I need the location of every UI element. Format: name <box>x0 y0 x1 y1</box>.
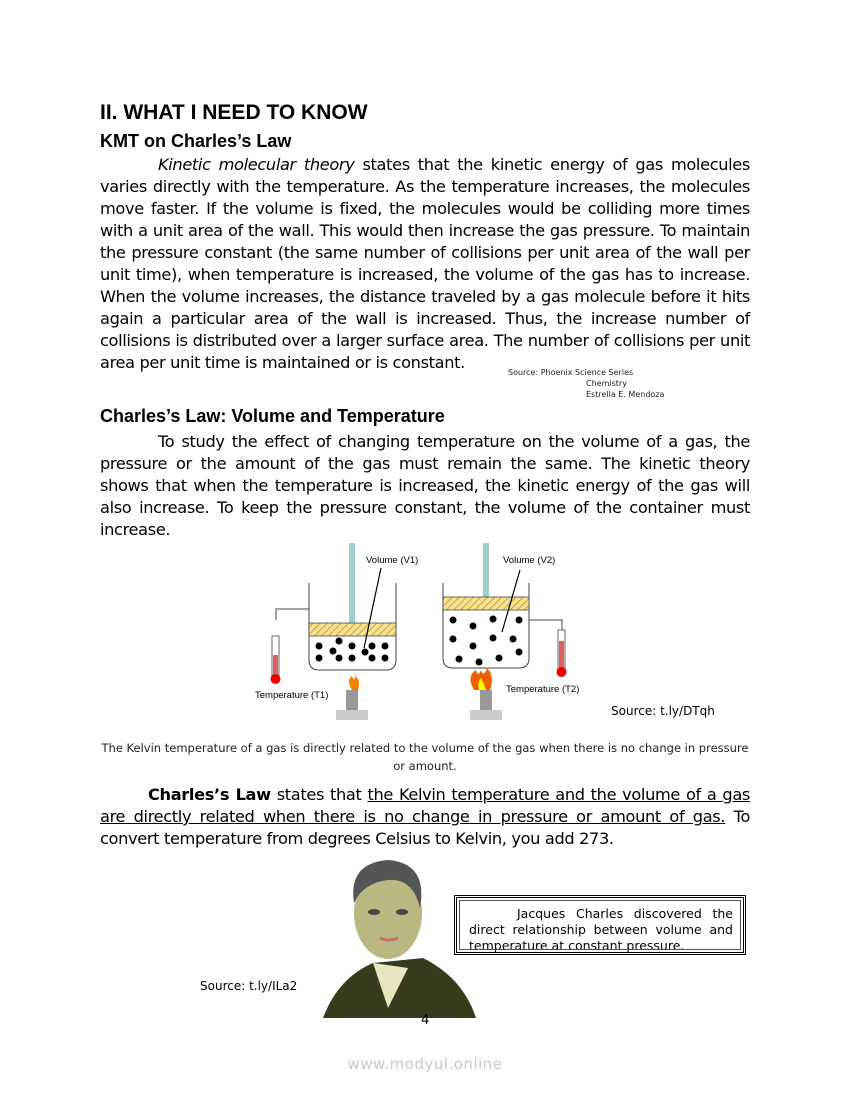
kmt-italic-lead: Kinetic molecular theory <box>158 155 355 174</box>
law-tail: To convert temperature from degrees Celsius to Kelvin, you add 273. <box>100 807 751 848</box>
quote-text: Jacques Charles discovered the direct relationship between volume and temperature at constant pressure. <box>469 906 733 953</box>
law-bold: Charles’s Law <box>148 785 271 804</box>
temp2-label: Temperature (T2) <box>506 684 580 695</box>
thermometer-right-icon <box>557 630 567 677</box>
portrait-source: Source: t.ly/ILa2 <box>200 979 298 993</box>
section-title: II. WHAT I NEED TO KNOW <box>100 101 368 124</box>
source-line: Chemistry <box>586 379 627 388</box>
vt-heading: Charles’s Law: Volume and Temperature <box>100 406 445 426</box>
temp1-label: Temperature (T1) <box>255 690 329 701</box>
vt-body: To study the effect of changing temperature on the volume of a gas, the pressure or the amount of the gas must remain the same. The kinetic theory shows that when the temperature is increased, the kinetic energy of the gas will also increase. To keep the pressure constant, the volume of the container must increase. <box>100 432 750 539</box>
law-definition: the Kelvin temperature and the volume of a gas are directly related when there is no change in pressure or amount of gas. <box>100 785 750 826</box>
burner-large-icon <box>470 668 502 720</box>
footer-watermark: www.modyul.online <box>347 1055 503 1073</box>
thermometer-left-icon <box>271 636 281 684</box>
volume2-label: Volume (V2) <box>503 555 556 566</box>
charles-law-paragraph <box>100 784 750 850</box>
source-line: Source: Phoenix Science Series <box>508 368 634 377</box>
source-line: Estrella E. Mendoza <box>586 390 665 399</box>
burner-small-icon <box>336 673 368 720</box>
kmt-paragraph <box>100 154 750 374</box>
law-mid: states that <box>270 785 368 804</box>
volume1-label: Volume (V1) <box>366 555 419 566</box>
quote-box <box>454 895 746 955</box>
diagram-source: Source: t.ly/DTqh <box>611 704 715 718</box>
kmt-body: states that the kinetic energy of gas molecules varies directly with the temperature. As the temperature increases, the molecules move faster. If the volume is fixed, the molecules would be colliding more times with a unit area of the wall. This would then increase the gas pressure. To maintain the pressure constant (the same number of collisions per unit area of the wall per unit time), when temperature is increased, the volume of the gas has to increase. When the volume increases, the distance traveled by a gas molecule before it hits again a particular area of the wall is increased. Thus, the increase number of collisions is distributed over a larger surface area. The number of collisions per unit area per unit time is maintained or is constant. <box>100 155 750 372</box>
charles-law-diagram <box>240 540 720 720</box>
vt-paragraph <box>100 431 750 541</box>
kmt-source <box>508 367 664 400</box>
page-number: 4 <box>421 1013 430 1028</box>
diagram-caption: The Kelvin temperature of a gas is directly related to the volume of the gas when there is no change in pressure or amount. <box>101 741 749 773</box>
kmt-heading: KMT on Charles’s Law <box>100 131 292 151</box>
